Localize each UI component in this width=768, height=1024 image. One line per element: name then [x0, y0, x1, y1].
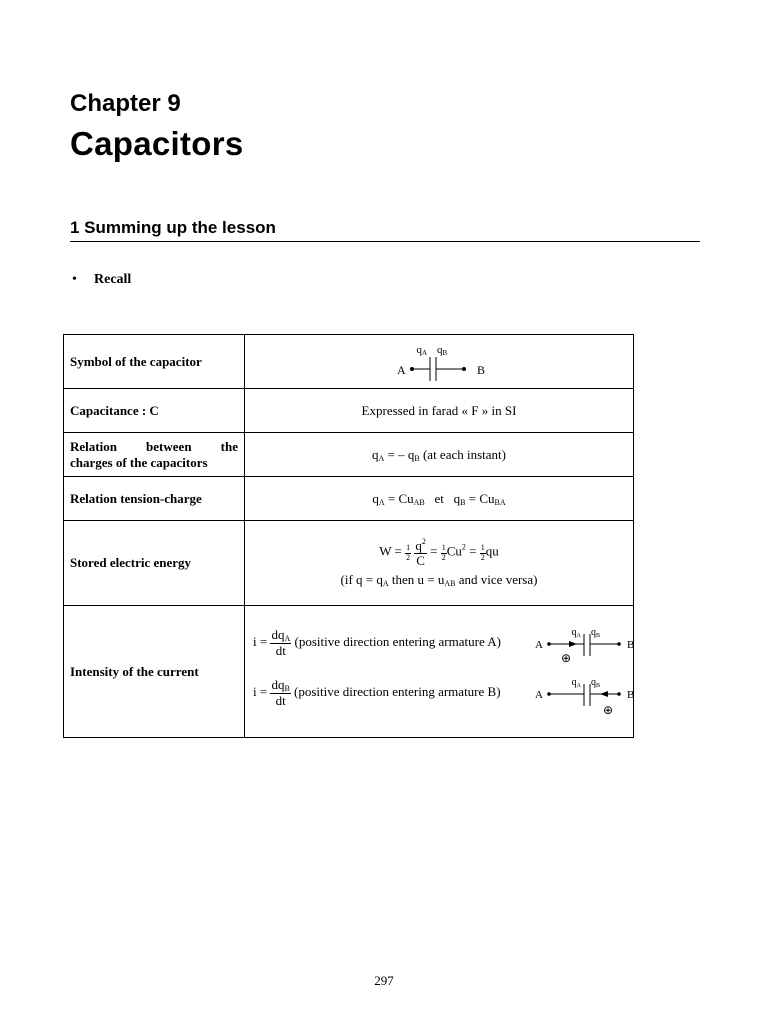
current-equation-b: [253, 678, 501, 708]
row-label-current: Intensity of the current: [64, 606, 245, 738]
fraction-dqb-dt: [270, 678, 290, 708]
terminal-b-label: B: [627, 638, 635, 651]
capacitor-diagram-b: [533, 674, 643, 720]
terminal-a-label: A: [535, 638, 543, 651]
current-formula-a: [245, 622, 633, 672]
tension-relation-cell: [245, 477, 634, 521]
fraction-den: 2: [441, 552, 446, 562]
formula-i: i =: [253, 633, 271, 649]
formula-eq: =: [426, 543, 441, 559]
formula-dq: dq: [271, 626, 285, 642]
formula-sub: A: [382, 578, 389, 588]
current-arrow-icon: [600, 691, 608, 697]
terminal-a-label: A: [535, 688, 543, 701]
current-arrow-icon: [569, 641, 577, 647]
energy-formula: [245, 538, 633, 567]
formula-q: q: [372, 446, 379, 462]
formula-dt: dt: [275, 692, 286, 708]
page-number: 297: [374, 973, 394, 988]
formula-sub: AB: [444, 578, 456, 588]
fraction-dqa-dt: [270, 628, 291, 658]
charges-relation-cell: [245, 433, 634, 477]
fraction-num: 1: [406, 542, 411, 552]
formula-sub: A: [378, 497, 385, 507]
charge-qa-label: $q_A$: [571, 676, 581, 689]
formula-eq: =: [465, 543, 480, 559]
row-label-energy: Stored electric energy: [64, 521, 245, 606]
current-note-b: (positive direction entering armature B): [290, 683, 501, 699]
positive-plate-icon: ⊕: [603, 702, 614, 717]
charge-qb-label: $q_B$: [591, 626, 601, 639]
current-equation-a: [253, 628, 501, 658]
table-row-tension: [64, 477, 634, 521]
formula-i: i =: [253, 683, 271, 699]
formula-dq: dq: [271, 676, 285, 692]
bullet-icon: •: [72, 272, 77, 287]
row-label-capacitance: Capacitance : C: [64, 389, 245, 433]
fraction-q2-over-c: [414, 538, 427, 567]
capacitor-diagram-a: [533, 624, 643, 670]
current-formula-cell: [245, 606, 634, 738]
formula-c: C: [416, 553, 425, 568]
fraction-num: 1: [480, 542, 485, 552]
section-divider: [70, 241, 700, 242]
row-label-charges: [64, 433, 245, 477]
formula-sup: 2: [461, 542, 466, 552]
formula-eq: = Cu: [384, 490, 414, 506]
current-note-a: (positive direction entering armature A): [291, 633, 501, 649]
fraction-num: 1: [441, 542, 446, 552]
charge-qb-label: qB: [437, 343, 448, 357]
recall-item: [72, 272, 131, 288]
formula-eq: = –: [384, 446, 408, 462]
formula-q: q: [372, 490, 379, 506]
table-row-energy: [64, 521, 634, 606]
capacitor-symbol-diagram: [379, 337, 499, 387]
terminal-b-dot: [617, 642, 621, 646]
charge-qa-label: qA: [416, 343, 427, 357]
formula-cu: Cu: [446, 543, 462, 559]
formula-q: q: [415, 538, 422, 554]
formula-sub: B: [284, 683, 290, 693]
formula-sub: A: [378, 453, 385, 463]
terminal-b-dot: [617, 692, 621, 696]
note-text: then u = u: [388, 571, 445, 587]
formula-sub: B: [414, 453, 420, 463]
note-text: (if q = q: [340, 571, 383, 587]
row-label-charges-line1: Relation between the: [70, 438, 238, 454]
capacitor-symbol-cell: [245, 335, 634, 389]
table-row-charges: [64, 433, 634, 477]
charge-qb-label: $q_B$: [591, 676, 601, 689]
energy-formula-cell: [245, 521, 634, 606]
table-row-current: [64, 606, 634, 738]
charge-qa-label: $q_A$: [571, 626, 581, 639]
terminal-b-label: B: [627, 688, 635, 701]
capacitance-cell: Expressed in farad « F » in SI: [245, 389, 634, 433]
section-heading: 1 Summing up the lesson: [70, 218, 276, 237]
fraction-den: 2: [406, 552, 411, 562]
positive-plate-icon: ⊕: [561, 650, 572, 665]
fraction-den: 2: [480, 552, 485, 562]
formula-w: W =: [379, 543, 406, 559]
recall-table: [63, 334, 634, 738]
current-formula-b: [245, 672, 633, 722]
formula-sub: BA: [494, 497, 506, 507]
row-label-symbol: Symbol of the capacitor: [64, 335, 245, 389]
terminal-b-dot: [462, 367, 466, 371]
recall-label: Recall: [94, 272, 132, 287]
note-text: and vice versa): [455, 571, 538, 587]
row-label-charges-line2: charges of the capacitors: [70, 454, 208, 470]
formula-note: (at each instant): [419, 446, 506, 462]
formula-dt: dt: [275, 642, 286, 658]
chapter-title: Capacitors: [70, 125, 244, 162]
fraction-half: [405, 544, 411, 563]
table-row-capacitance: [64, 389, 634, 433]
formula-q: q: [453, 490, 461, 506]
formula-sub: B: [460, 497, 466, 507]
terminal-b-label: B: [477, 362, 486, 377]
formula-sub: AB: [413, 497, 425, 507]
terminal-a-label: A: [397, 362, 406, 377]
formula-sup: 2: [421, 537, 426, 547]
formula-q: q: [407, 446, 415, 462]
chapter-label: Chapter 9: [70, 90, 181, 117]
formula-eq: = Cu: [465, 490, 495, 506]
formula-sub: A: [284, 633, 291, 643]
row-label-tension: Relation tension-charge: [64, 477, 245, 521]
formula-qu: qu: [485, 543, 499, 559]
formula-et: et: [424, 490, 454, 506]
table-row-symbol: [64, 335, 634, 389]
energy-note: [245, 572, 633, 588]
